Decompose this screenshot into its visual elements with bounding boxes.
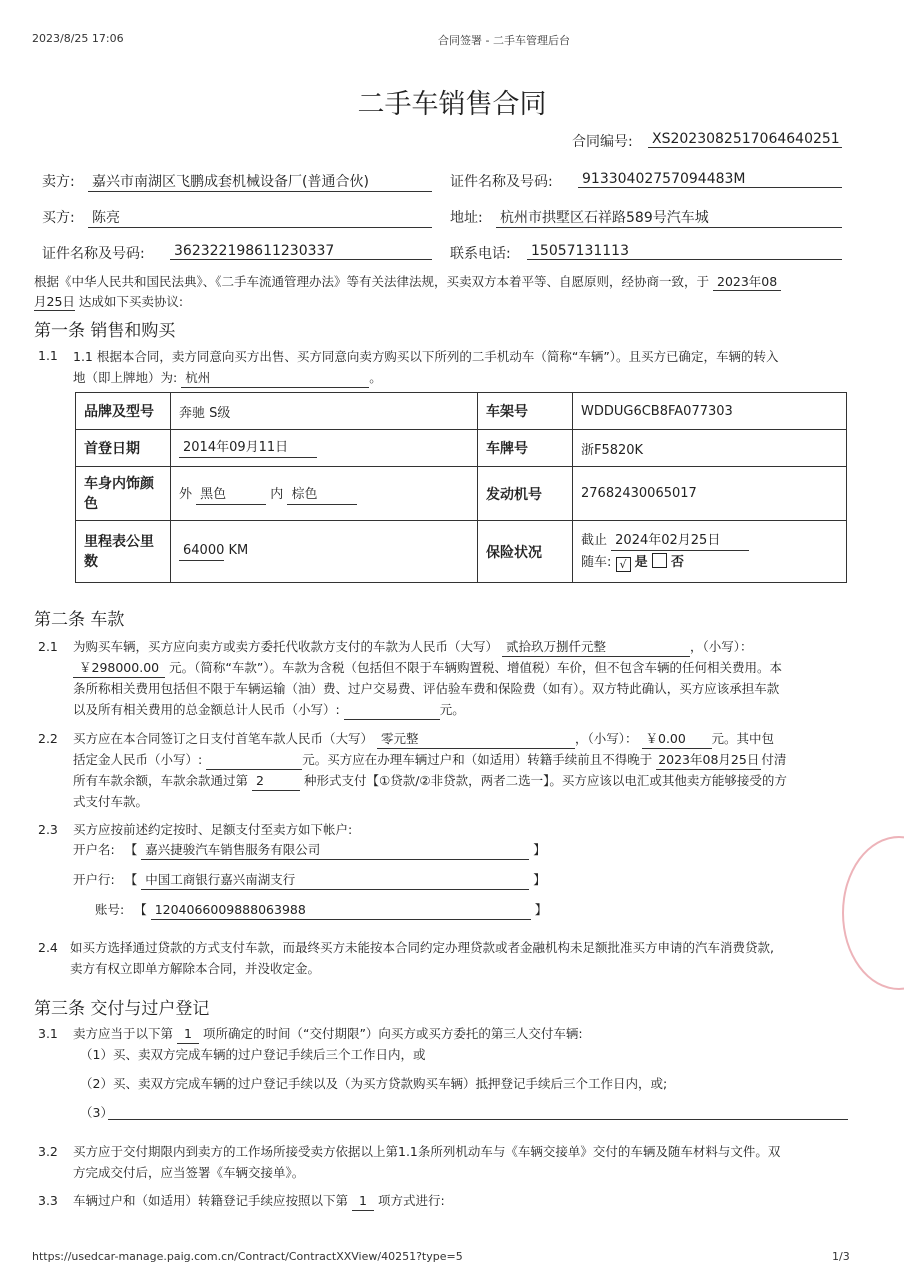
buyer-id-value: 362322198611230337 — [170, 243, 432, 260]
with-car-label: 随车: — [581, 554, 612, 570]
clause-2-2-c: 元。其中包 — [711, 731, 775, 746]
plate-label: 车牌号 — [478, 430, 573, 467]
mileage-label: 里程表公里数 — [76, 521, 171, 583]
bracket-right: 】 — [533, 842, 546, 857]
account-no-row — [95, 900, 547, 920]
payment-option: 2 — [252, 772, 300, 791]
article2-title: 第二条 车款 — [34, 610, 125, 630]
clause-2-4-num: 2.4 — [38, 940, 58, 955]
clause-3-1-b: 项所确定的时间（“交付期限”）向买方或买方委托的第三人交付车辆: — [202, 1026, 583, 1041]
clause-2-1-e: 以及所有相关费用的总金额总计人民币（小写）: — [73, 702, 340, 717]
clause-2-2-e: 元。买方应在办理车辆过户和（如适用）转籍手续前且不得晚于 — [302, 752, 653, 767]
clause-1-1 — [73, 346, 853, 388]
intro-text: 根据《中华人民共和国民法典》、《二手车流通管理办法》等有关法律法规，买卖双方本着平等、自愿原则，经协商一致，于 — [34, 274, 710, 289]
clause-2-1-c: 元。（简称“车款”）。车款为含税（包括但不限于车辆购置税、增值税）车价，但不包含车辆的任何相关费用。本 — [169, 660, 783, 675]
bracket-left: 【 — [124, 842, 138, 857]
vin-value: WDDUG6CB8FA077303 — [573, 393, 847, 430]
contract-no-label: 合同编号: — [572, 134, 633, 150]
clause-2-2-d: 括定金人民币（小写）: — [73, 752, 203, 767]
reg-date-cell — [171, 430, 478, 467]
clause-2-1-num: 2.1 — [38, 639, 58, 654]
first-payment: ￥0.00 — [642, 730, 712, 749]
first-payment-cn: 零元整 — [377, 730, 575, 749]
account-name-label: 开户名: — [73, 842, 115, 857]
article3-title: 第三条 交付与过户登记 — [34, 999, 210, 1019]
contract-title: 二手车销售合同 — [357, 89, 547, 120]
clause-2-1-b: ，（小写）： — [690, 639, 753, 654]
total-all-blank — [344, 701, 440, 720]
account-name: 嘉兴捷骏汽车销售服务有限公司 — [141, 841, 529, 860]
total-price: ￥298000.00 — [73, 659, 165, 678]
clause-3-3-b: 项方式进行: — [377, 1193, 445, 1208]
clause-1-1-text2: 地（即上牌地）为: — [73, 370, 178, 385]
clause-3-1-opt3: （3） — [80, 1105, 113, 1120]
vin-label: 车架号 — [478, 393, 573, 430]
registration-location: 杭州 — [181, 369, 369, 388]
int-prefix: 内 — [270, 486, 284, 502]
clause-2-2-i: 式支付车款。 — [73, 794, 149, 809]
clause-3-2-a: 买方应于交付期限内到卖方的工作场所接受卖方依据以上第1.1条所列机动车与《车辆交接单》交付的车辆及随车材料与文件。双 — [73, 1144, 781, 1159]
int-color: 棕色 — [287, 486, 357, 505]
clause-2-4-b: 卖方有权立即单方解除本合同，并没收定金。 — [70, 961, 321, 976]
clause-2-1-f: 元。 — [439, 702, 465, 717]
clause-2-2 — [73, 728, 853, 812]
clause-2-4-a: 如买方选择通过贷款的方式支付车款，而最终买方未能按本合同约定办理贷款或者金融机构未足额批准买方申请的汽车消费贷款, — [70, 940, 774, 955]
balance-due-date: 2023年08月25日 — [656, 751, 761, 770]
clause-3-1-opt3-blank — [108, 1119, 848, 1120]
account-name-row — [73, 840, 546, 860]
seller-name: 嘉兴市南湖区飞鹏成套机械设备厂(普通合伙) — [88, 171, 432, 192]
brand-label: 品牌及型号 — [76, 393, 171, 430]
clause-2-1-a: 为购买车辆，买方应向卖方或卖方委托代收款方支付的车款为人民币（大写） — [73, 639, 499, 654]
deposit-blank — [206, 751, 302, 770]
bracket-right: 】 — [533, 872, 546, 887]
color-label: 车身内饰颜色 — [76, 467, 171, 521]
clause-3-3 — [73, 1191, 445, 1211]
clause-3-1-opt1: （1）买、卖双方完成车辆的过户登记手续后三个工作日内，或 — [80, 1047, 426, 1062]
address-label: 地址: — [450, 210, 483, 226]
clause-2-2-a: 买方应在本合同签订之日支付首笔车款人民币（大写） — [73, 731, 374, 746]
clause-3-1-a: 卖方应当于以下第 — [73, 1026, 174, 1041]
mileage-value: 64000 — [179, 542, 224, 561]
clause-2-3-num: 2.3 — [38, 822, 58, 837]
clause-2-1-d: 条所称相关费用包括但不限于车辆运输（油）费、过户交易费、评估验车费和保险费（如有）。双方特此确认，买方应该承担车款 — [73, 681, 780, 696]
seller-id-value: 91330402757094483M — [578, 171, 842, 188]
phone-label: 联系电话: — [450, 246, 511, 262]
reg-date-label: 首登日期 — [76, 430, 171, 467]
intro-tail: 达成如下买卖协议: — [78, 294, 184, 309]
insurance-prefix: 截止 — [581, 532, 608, 548]
clause-3-3-a: 车辆过户和（如适用）转籍登记手续应按照以下第 — [73, 1193, 349, 1208]
account-no: 1204066009888063988 — [151, 901, 531, 920]
clause-3-2-num: 3.2 — [38, 1144, 58, 1159]
engine-value: 27682430065017 — [573, 467, 847, 521]
article1-title: 第一条 销售和购买 — [34, 321, 176, 341]
ext-color: 黑色 — [196, 486, 266, 505]
total-price-cn: 贰拾玖万捌仟元整 — [502, 638, 690, 657]
clause-1-1-text: 1.1 根据本合同，卖方同意向买方出售、买方同意向卖方购买以下所列的二手机动车（简称“车辆”）。且买方已确定，车辆的转入 — [73, 349, 779, 364]
vehicle-table — [75, 392, 847, 583]
buyer-name: 陈亮 — [88, 207, 432, 228]
intro-date-cont: 月25日 — [34, 294, 75, 309]
clause-2-1 — [73, 636, 853, 720]
brand-value: 奔驰 S级 — [171, 393, 478, 430]
clause-2-3-text: 买方应按前述约定按时、足额支付至卖方如下帐户: — [73, 822, 353, 837]
account-bank-label: 开户行: — [73, 872, 115, 887]
mileage-unit: KM — [228, 543, 249, 558]
clause-1-1-end: 。 — [369, 370, 382, 385]
delivery-option: 1 — [177, 1025, 199, 1044]
clause-2-2-g: 所有车款余额，车款余款通过第 — [73, 773, 249, 788]
insurance-cell — [573, 521, 847, 583]
print-url: https://usedcar-manage.paig.com.cn/Contract/ContractXXView/40251?type=5 — [32, 1250, 463, 1263]
reg-date-value: 2014年09月11日 — [179, 439, 317, 458]
insurance-label: 保险状况 — [478, 521, 573, 583]
yes-checkbox[interactable]: √ — [616, 557, 631, 572]
bracket-left: 【 — [134, 902, 147, 917]
color-cell — [171, 467, 478, 521]
contract-no-value: XS2023082517064640251 — [648, 131, 842, 148]
no-checkbox[interactable] — [652, 553, 667, 568]
buyer-id-label: 证件名称及号码: — [42, 246, 145, 262]
account-bank-row — [73, 870, 546, 890]
insurance-date: 2024年02月25日 — [611, 532, 749, 551]
clause-2-2-b: ，（小写）： — [575, 731, 638, 746]
mileage-cell — [171, 521, 478, 583]
account-bank: 中国工商银行嘉兴南湖支行 — [141, 871, 529, 890]
plate-value: 浙F5820K — [573, 430, 847, 467]
clause-3-1-num: 3.1 — [38, 1026, 58, 1041]
print-page-title: 合同签署 - 二手车管理后台 — [438, 34, 570, 47]
clause-2-4 — [70, 937, 854, 979]
seller-id-label: 证件名称及号码: — [450, 174, 553, 190]
clause-3-3-num: 3.3 — [38, 1193, 58, 1208]
clause-2-2-h: 种形式支付【①贷款/②非贷款，两者二选一】。买方应该以电汇或其他卖方能够接受的方 — [303, 773, 787, 788]
seller-label: 卖方: — [42, 174, 75, 190]
engine-label: 发动机号 — [478, 467, 573, 521]
clause-2-2-num: 2.2 — [38, 731, 58, 746]
clause-3-2-b: 方完成交付后，应当签署《车辆交接单》。 — [73, 1165, 305, 1180]
no-label: 否 — [670, 554, 684, 570]
phone-value: 15057131113 — [527, 243, 842, 260]
clause-3-1 — [73, 1024, 583, 1044]
bracket-right: 】 — [534, 902, 548, 917]
print-datetime: 2023/8/25 17:06 — [32, 32, 124, 45]
yes-label: 是 — [634, 554, 648, 570]
ext-prefix: 外 — [179, 486, 193, 502]
bracket-left: 【 — [124, 872, 138, 887]
clause-2-2-f: 付清 — [761, 752, 787, 767]
clause-3-1-opt2: （2）买、卖双方完成车辆的过户登记手续以及（为买方贷款购买车辆）抵押登记手续后三个工作日内，或; — [80, 1076, 668, 1091]
account-no-label: 账号: — [95, 902, 125, 917]
clause-1-1-num: 1.1 — [38, 348, 58, 363]
transfer-option: 1 — [352, 1192, 374, 1211]
intro-paragraph — [34, 272, 854, 312]
clause-3-2 — [73, 1141, 853, 1183]
buyer-label: 买方: — [42, 210, 75, 226]
intro-date: 2023年08 — [713, 274, 781, 291]
address-value: 杭州市拱墅区石祥路589号汽车城 — [496, 207, 842, 228]
page-number: 1/3 — [832, 1250, 850, 1263]
